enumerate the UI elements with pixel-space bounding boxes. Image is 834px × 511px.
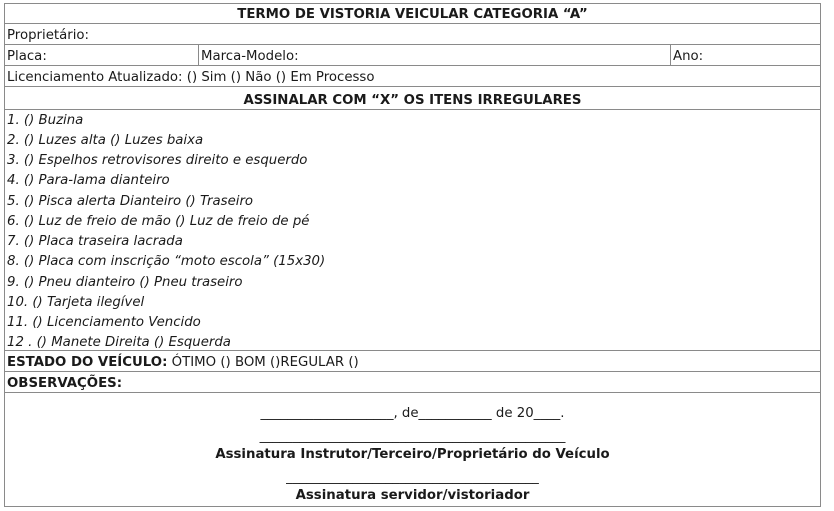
- signature-line-owner[interactable]: ______________________________________________: [259, 429, 566, 444]
- year-label: Ano:: [673, 49, 704, 64]
- items-list: [5, 110, 820, 351]
- signature-label-inspector: Assinatura servidor/vistoriador: [295, 488, 530, 503]
- observations-label: OBSERVAÇÕES:: [7, 376, 123, 391]
- list-item[interactable]: 11. () Licenciamento Vencido: [7, 315, 201, 330]
- list-item[interactable]: 5. () Pisca alerta Dianteiro () Traseiro: [7, 194, 254, 209]
- vehicle-inspection-form: [4, 3, 821, 507]
- list-item[interactable]: 7. () Placa traseira lacrada: [7, 234, 183, 249]
- list-item[interactable]: 10. () Tarjeta ilegível: [7, 295, 145, 310]
- list-item[interactable]: 1. () Buzina: [7, 113, 84, 128]
- date-line[interactable]: ____________________, de___________ de 20____.: [260, 406, 565, 421]
- owner-row[interactable]: [5, 24, 820, 45]
- vehicle-condition-label: ESTADO DO VEÍCULO:: [7, 355, 168, 370]
- owner-label: Proprietário:: [7, 28, 90, 43]
- list-item[interactable]: 6. () Luz de freio de mão () Luz de freio de pé: [7, 214, 310, 229]
- plate-label: Placa:: [7, 49, 47, 64]
- vehicle-condition-options: ÓTIMO () BOM ()REGULAR (): [167, 355, 359, 370]
- brand-model-field[interactable]: [198, 45, 670, 65]
- list-item[interactable]: 9. () Pneu dianteiro () Pneu traseiro: [7, 275, 243, 290]
- observations-row[interactable]: [5, 372, 820, 393]
- form-title-row: [5, 4, 820, 24]
- list-item[interactable]: 4. () Para-lama dianteiro: [7, 173, 170, 188]
- vehicle-condition-row[interactable]: [5, 351, 820, 372]
- form-title: TERMO DE VISTORIA VEICULAR CATEGORIA “A”: [237, 7, 588, 22]
- licensing-row[interactable]: [5, 66, 820, 87]
- list-item[interactable]: 3. () Espelhos retrovisores direito e esquerdo: [7, 153, 308, 168]
- brand-model-label: Marca-Modelo:: [201, 49, 299, 64]
- list-item[interactable]: 12 . () Manete Direita () Esquerda: [7, 335, 231, 350]
- instruction-heading: ASSINALAR COM “X” OS ITENS IRREGULARES: [243, 93, 582, 108]
- licensing-text: Licenciamento Atualizado: () Sim () Não () Em Processo: [7, 70, 375, 85]
- signature-line-inspector[interactable]: ______________________________________: [286, 470, 539, 485]
- signature-label-owner: Assinatura Instrutor/Terceiro/Proprietário do Veículo: [215, 447, 610, 462]
- plate-field[interactable]: [5, 45, 198, 65]
- list-item[interactable]: 8. () Placa com inscrição “moto escola” (15x30): [7, 254, 326, 269]
- year-field[interactable]: [670, 45, 820, 65]
- instruction-row: [5, 87, 820, 110]
- plate-model-year-row: [5, 45, 820, 66]
- list-item[interactable]: 2. () Luzes alta () Luzes baixa: [7, 133, 204, 148]
